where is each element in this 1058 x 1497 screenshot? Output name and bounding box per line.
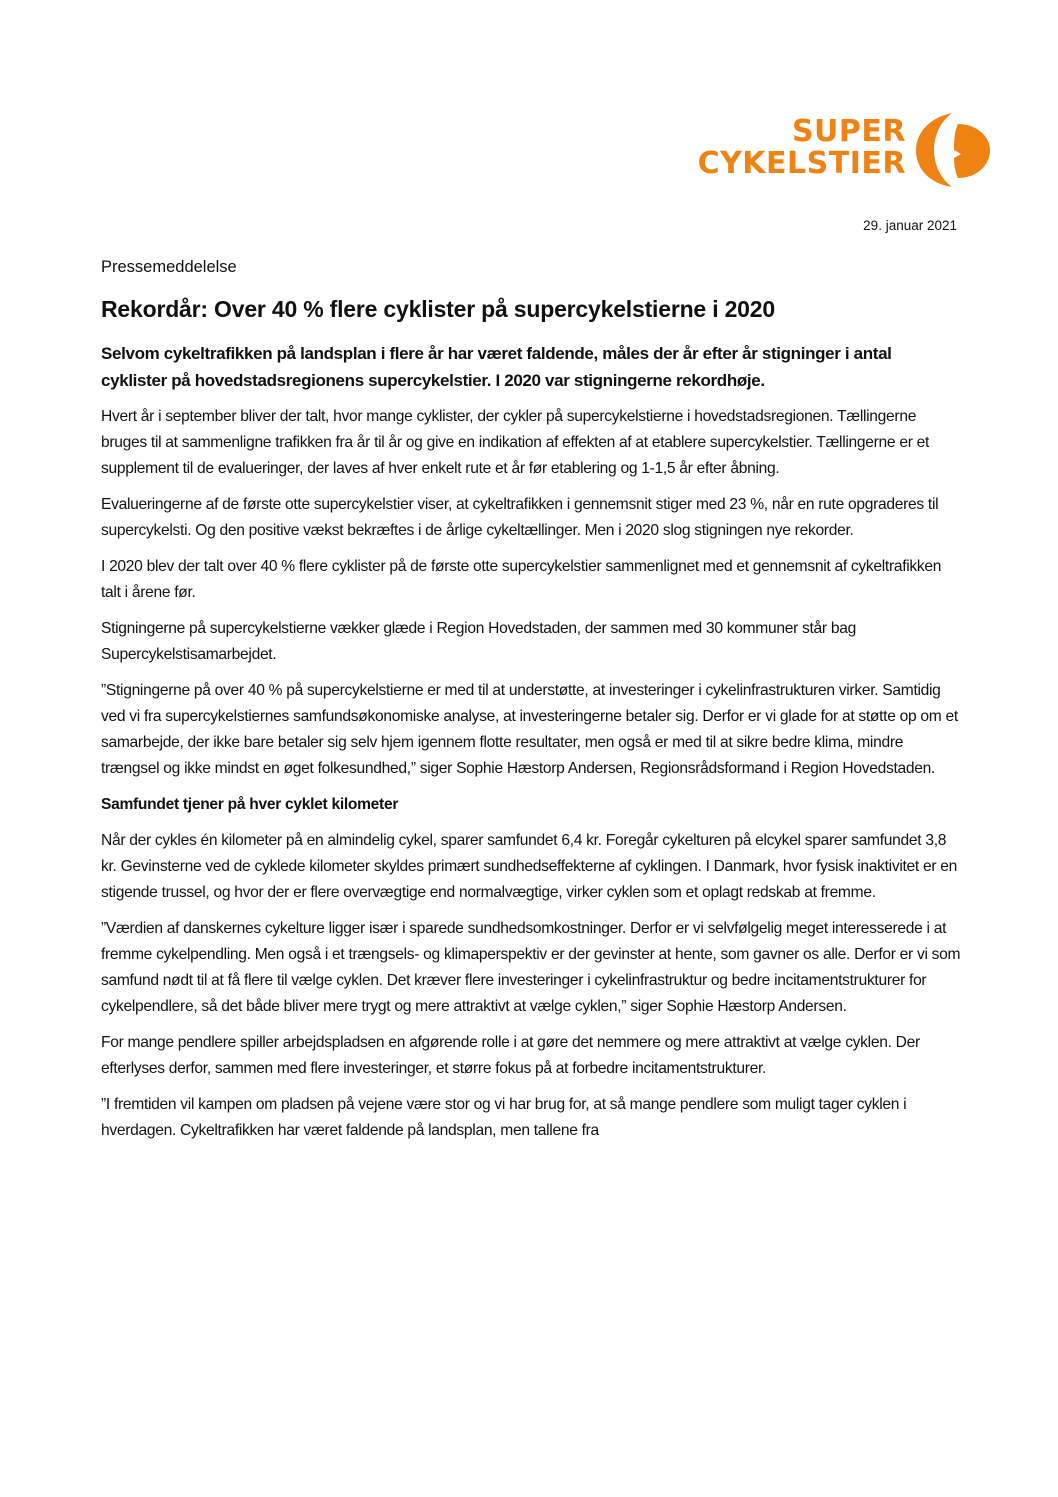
document-date: 29. januar 2021 [863, 218, 957, 233]
body-paragraph: Når der cykles én kilometer på en almindelig cykel, sparer samfundet 6,4 kr. Foregår cykelturen på elcykel sparer samfundet 3,8 kr. Gevinsterne ved de cyklede kilometer skyldes primært sundhedseffekterne af cyklingen. I Danmark, hvor fysisk inaktivitet er en stigende trussel, og hvor der er flere overvægtige end normalvægtige, virker cyklen som et oplagt redskab at fremme. [101, 832, 958, 901]
logo-wordmark [698, 116, 906, 180]
body-paragraph: Hvert år i september bliver der talt, hvor mange cyklister, der cykler på supercykelstierne i hovedstadsregionen. Tællingerne bruges til at sammenligne trafikken fra år til år og give en indikation af effekten af at etablere supercykelstier. Tællingerne er et supplement til de evalueringer, der laves af hver enkelt rute et år før etablering og 1-1,5 år efter åbning. [101, 408, 930, 477]
logo-line-cykelstier: CYKELSTIER [697, 146, 906, 181]
lead-paragraph: Selvom cykeltrafikken på landsplan i flere år har været faldende, måles der år efter år stigninger i antal cyklister på hovedstadsregionens supercykelstier. I 2020 var stigningerne rekordhøje. [101, 344, 892, 390]
press-release-body [101, 254, 961, 1154]
body-paragraph: Evalueringerne af de første otte supercykelstier viser, at cykeltrafikken i gennemsnit stiger med 23 %, når en rute opgraderes til supercykelsti. Og den positive vækst bekræftes i de årlige cykeltællinger. Men i 2020 slog stigningen nye rekorder. [101, 496, 939, 539]
page-title: Rekordår: Over 40 % flere cyklister på supercykelstierne i 2020 [101, 296, 775, 322]
logo-crescent-icon [914, 112, 994, 188]
document-type-label: Pressemeddelelse [101, 258, 237, 276]
logo-line-super: SUPER [791, 114, 906, 149]
body-paragraph: Stigningerne på supercykelstierne vækker glæde i Region Hovedstaden, der sammen med 30 kommuner står bag Supercykelstisamarbejdet. [101, 620, 856, 663]
quote-paragraph: ”Stigningerne på over 40 % på supercykelstierne er med til at understøtte, at investeringer i cykelinfrastrukturen virker. Samtidig ved vi fra supercykelstiernes samfundsøkonomiske analyse, at investeringerne betaler sig. Derfor er vi glade for at støtte op om et samarbejde, der ikke bare betaler sig selv hjem igennem flotte resultater, men også er med til at sikre bedre klima, mindre trængsel og ikke mindst en øget folkesundhed,” siger Sophie Hæstorp Andersen, Regionsrådsformand i Region Hovedstaden. [101, 682, 958, 777]
quote-paragraph: ”Værdien af danskernes cykelture ligger især i sparede sundhedsomkostninger. Derfor er vi selvfølgelig meget interesserede i at fremme cykelpendling. Men også i et trængsels- og klimaperspektiv er der gevinster at hente, som gavner os alle. Derfor er vi som samfund nødt til at få flere til vælge cyklen. Det kræver flere investeringer i cykelinfrastruktur og bedre incitamentstrukturer for cykelpendlere, så det både bliver mere trygt og mere attraktivt at vælge cyklen,” siger Sophie Hæstorp Andersen. [101, 920, 961, 1015]
quote-paragraph: ”I fremtiden vil kampen om pladsen på vejene være stor og vi har brug for, at så mange pendlere som muligt tager cyklen i hverdagen. Cykeltrafikken har været faldende på landsplan, men tallene fra [101, 1096, 907, 1139]
body-paragraph: For mange pendlere spiller arbejdspladsen en afgørende rolle i at gøre det nemmere og mere attraktivt at vælge cyklen. Der efterlyses derfor, sammen med flere investeringer, et større fokus på at forbedre incitamentstrukturer. [101, 1034, 920, 1077]
body-paragraph: I 2020 blev der talt over 40 % flere cyklister på de første otte supercykelstier sammenlignet med et gennemsnit af cykeltrafikken talt i årene før. [101, 558, 942, 601]
section-subheading: Samfundet tjener på hver cyklet kilometer [101, 796, 399, 813]
supercykelstier-logo [682, 112, 994, 188]
